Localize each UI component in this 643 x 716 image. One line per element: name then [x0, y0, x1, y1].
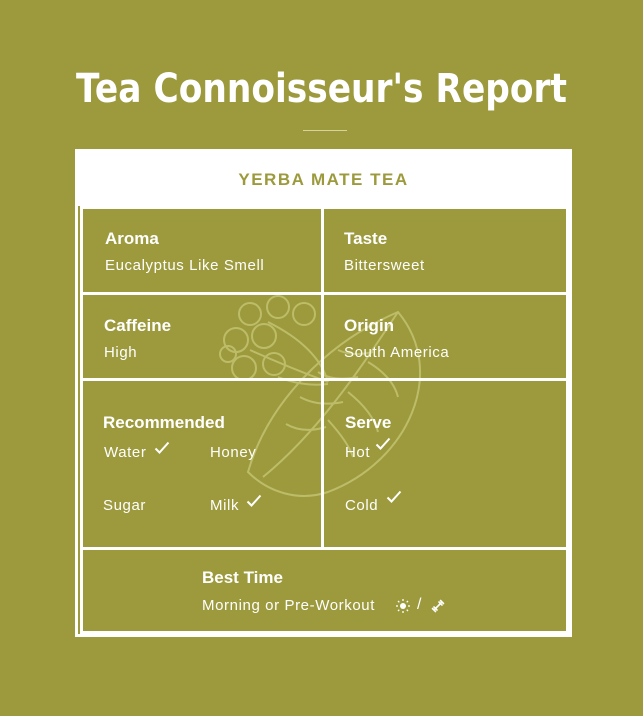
best-time-cell	[80, 547, 569, 634]
caffeine-label: Caffeine	[104, 316, 172, 335]
check-icon	[375, 437, 391, 451]
best-time-value: Morning or Pre-Workout	[202, 597, 375, 614]
recommended-option-honey: Honey	[210, 444, 257, 461]
serve-option-hot: Hot	[345, 444, 371, 461]
taste-value: Bittersweet	[344, 257, 425, 274]
taste-cell	[321, 206, 569, 295]
caffeine-value: High	[104, 344, 138, 361]
check-icon	[246, 494, 262, 508]
serve-cell	[321, 378, 569, 550]
recommended-option-sugar: Sugar	[103, 497, 147, 514]
caffeine-cell	[80, 292, 324, 381]
recommended-label: Recommended	[103, 413, 225, 432]
page-title: Tea Connoisseur's Report	[76, 66, 567, 112]
recommended-option-milk: Milk	[210, 497, 240, 514]
taste-label: Taste	[344, 229, 388, 248]
sun-icon	[396, 599, 410, 613]
serve-option-cold: Cold	[345, 497, 379, 514]
dumbbell-icon	[431, 599, 445, 613]
recommended-cell	[80, 378, 324, 550]
tea-name-header: YERBA MATE TEA	[78, 152, 569, 206]
origin-value: South America	[344, 344, 450, 361]
check-icon	[154, 441, 170, 455]
tea-report-card	[75, 149, 572, 637]
origin-label: Origin	[344, 316, 395, 335]
best-time-separator: /	[417, 596, 423, 613]
best-time-label: Best Time	[202, 568, 283, 587]
title-divider	[303, 130, 347, 131]
serve-label: Serve	[345, 413, 392, 432]
aroma-value: Eucalyptus Like Smell	[105, 257, 265, 274]
check-icon	[386, 490, 402, 504]
recommended-option-water: Water	[104, 444, 147, 461]
aroma-label: Aroma	[105, 229, 159, 248]
aroma-cell	[80, 206, 324, 295]
origin-cell	[321, 292, 569, 381]
